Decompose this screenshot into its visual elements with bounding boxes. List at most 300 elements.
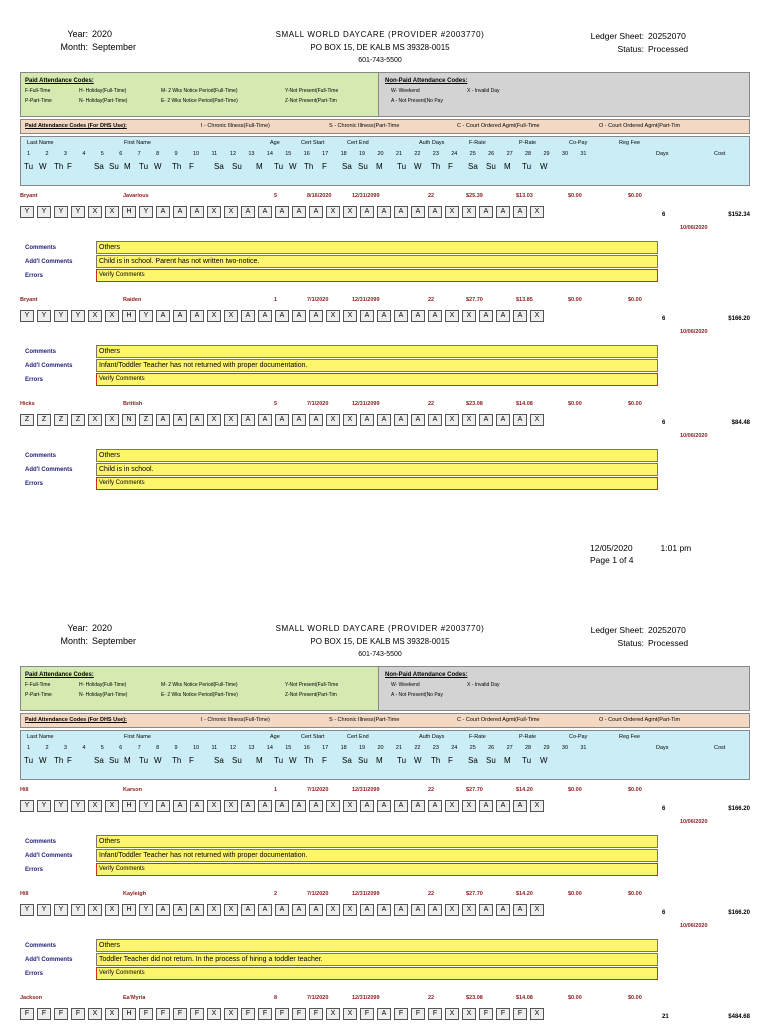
comments-field[interactable]: Others (96, 835, 658, 848)
attendance-cell[interactable]: A (479, 310, 493, 322)
attendance-cell[interactable]: A (377, 414, 391, 426)
attendance-cell[interactable]: X (105, 310, 119, 322)
addl-comments-label: Add'l Comments (25, 853, 73, 859)
attendance-cell[interactable]: F (275, 1008, 289, 1020)
attendance-cell[interactable]: X (88, 904, 102, 916)
day-number: 1 (27, 151, 31, 157)
attendance-cell[interactable]: H (122, 310, 136, 322)
attendance-cell[interactable]: F (241, 1008, 255, 1020)
addl-comments-row (20, 953, 660, 967)
addl-comments-field[interactable]: Child is in school. (96, 463, 658, 476)
attendance-cell[interactable]: X (207, 414, 221, 426)
attendance-cell[interactable]: Y (54, 310, 68, 322)
attendance-cell[interactable]: X (224, 310, 238, 322)
attendance-cell[interactable]: A (275, 206, 289, 218)
attendance-cell[interactable]: F (496, 1008, 510, 1020)
attendance-cell[interactable]: A (513, 414, 527, 426)
attendance-cell[interactable]: F (20, 1008, 34, 1020)
attendance-cell[interactable]: F (513, 1008, 527, 1020)
comments-field[interactable]: Others (96, 939, 658, 952)
attendance-cell[interactable]: X (530, 904, 544, 916)
attendance-cell[interactable]: H (122, 904, 136, 916)
attendance-cell[interactable]: A (173, 904, 187, 916)
attendance-cell[interactable]: X (445, 310, 459, 322)
attendance-cell[interactable]: Y (139, 310, 153, 322)
attendance-cell[interactable]: Z (54, 414, 68, 426)
attendance-cell[interactable]: X (462, 206, 476, 218)
code-desc: X - Invalid Day (467, 88, 500, 94)
comments-label: Comments (25, 349, 57, 355)
paid-codes (21, 667, 379, 710)
attendance-cell[interactable]: X (88, 1008, 102, 1020)
attendance-cell[interactable]: X (105, 800, 119, 812)
column-header: Cert End (347, 734, 369, 740)
attendance-cell[interactable]: F (394, 1008, 408, 1020)
attendance-cell[interactable]: Z (20, 414, 34, 426)
weekday: M (376, 756, 383, 765)
attendance-cell[interactable]: A (292, 414, 306, 426)
attendance-cell[interactable]: A (513, 310, 527, 322)
attendance-cell[interactable]: A (275, 800, 289, 812)
day-number: 18 (340, 151, 347, 157)
attendance-cell[interactable]: X (88, 414, 102, 426)
attendance-cell[interactable]: A (496, 206, 510, 218)
attendance-cell[interactable]: A (360, 414, 374, 426)
attendance-cell[interactable]: Y (20, 800, 34, 812)
attendance-cell[interactable]: F (190, 1008, 204, 1020)
attendance-cell[interactable]: A (241, 414, 255, 426)
attendance-cell[interactable]: A (360, 206, 374, 218)
co-pay: $0.00 (568, 401, 582, 407)
attendance-cell[interactable]: X (105, 206, 119, 218)
attendance-cell[interactable]: X (326, 1008, 340, 1020)
attendance-cell[interactable]: A (258, 206, 272, 218)
weekday: Tu (24, 162, 34, 171)
attendance-cell[interactable]: A (479, 206, 493, 218)
weekday: M (256, 162, 263, 171)
attendance-cell[interactable]: X (462, 800, 476, 812)
attendance-cell[interactable]: F (360, 1008, 374, 1020)
first-name: Javarious (123, 193, 149, 199)
total-cost: $84.48 (731, 420, 750, 426)
weekday: Th (304, 756, 314, 765)
attendance-cell[interactable]: A (411, 904, 425, 916)
attendance-cell[interactable]: H (122, 1008, 136, 1020)
nonpaid-codes-title: Non-Paid Attendance Codes: (385, 672, 468, 678)
attendance-cell[interactable]: A (190, 414, 204, 426)
attendance-cell[interactable]: A (258, 310, 272, 322)
attendance-cell[interactable]: A (309, 310, 323, 322)
attendance-cell[interactable]: A (258, 904, 272, 916)
attendance-cell[interactable]: A (292, 310, 306, 322)
weekday: Su (486, 162, 496, 171)
attendance-cell[interactable]: A (360, 310, 374, 322)
attendance-cell[interactable]: Y (37, 800, 51, 812)
ledger-value: 20252070 (648, 625, 686, 635)
day-number: 25 (469, 745, 476, 751)
provider-info (230, 28, 530, 67)
attendance-cell[interactable]: X (343, 414, 357, 426)
attendance-cell[interactable]: F (428, 1008, 442, 1020)
attendance-cell[interactable]: X (207, 310, 221, 322)
attendance-cell[interactable]: Y (54, 904, 68, 916)
weekday: Tu (397, 756, 407, 765)
attendance-cell[interactable]: F (71, 1008, 85, 1020)
attendance-cell[interactable]: A (496, 310, 510, 322)
attendance-cell[interactable]: A (394, 904, 408, 916)
attendance-cell[interactable]: Y (139, 206, 153, 218)
attendance-cell[interactable]: H (122, 800, 136, 812)
attendance-cell[interactable]: X (326, 904, 340, 916)
attendance-cell[interactable]: A (275, 414, 289, 426)
co-pay: $0.00 (568, 297, 582, 303)
cert-start: 7/1/2020 (307, 297, 329, 303)
day-number: 24 (451, 745, 458, 751)
weekday: W (39, 162, 47, 171)
attendance-cell[interactable]: A (275, 310, 289, 322)
attendance-cell[interactable]: A (309, 206, 323, 218)
attendance-cell[interactable]: A (156, 800, 170, 812)
attendance-cell[interactable]: H (122, 206, 136, 218)
auth-days: 22 (428, 193, 435, 199)
errors-field[interactable]: Verify Comments (96, 863, 658, 876)
weekday: M (124, 162, 131, 171)
column-header: F-Rate (469, 140, 486, 146)
attendance-cell[interactable]: A (309, 414, 323, 426)
attendance-cell[interactable]: A (394, 206, 408, 218)
attendance-cell[interactable]: X (326, 310, 340, 322)
column-header: First Name (124, 734, 151, 740)
attendance-cell[interactable]: A (241, 310, 255, 322)
comments-row (20, 835, 660, 849)
attendance-cell[interactable]: A (241, 800, 255, 812)
comments-row (20, 939, 660, 953)
attendance-cell[interactable]: X (326, 206, 340, 218)
attendance-cell[interactable]: N (122, 414, 136, 426)
days-column-header: Days (656, 151, 669, 157)
attendance-cell[interactable]: X (530, 206, 544, 218)
attendance-cell[interactable]: X (224, 1008, 238, 1020)
attendance-cell[interactable]: X (105, 414, 119, 426)
code-desc: O - Court Ordered Agmt(Part-Tim (599, 717, 681, 723)
attendance-cell[interactable]: A (173, 310, 187, 322)
comments-field[interactable]: Others (96, 449, 658, 462)
column-header: First Name (124, 140, 151, 146)
attendance-cell[interactable]: Y (37, 206, 51, 218)
attendance-cell[interactable]: Y (71, 206, 85, 218)
attendance-cell[interactable]: Y (139, 904, 153, 916)
attendance-cell[interactable]: A (258, 414, 272, 426)
attendance-cell[interactable]: X (326, 800, 340, 812)
attendance-cell[interactable]: A (360, 800, 374, 812)
weekday: Su (358, 162, 368, 171)
day-number-row (24, 151, 746, 162)
day-number: 13 (248, 151, 255, 157)
day-number: 26 (488, 151, 495, 157)
total-days: 6 (662, 316, 666, 322)
addl-comments-row (20, 463, 660, 477)
code-desc: H- Holiday(Full-Time) (79, 682, 127, 688)
attendance-cell[interactable]: X (462, 1008, 476, 1020)
attendance-cell[interactable]: X (326, 414, 340, 426)
addl-comments-field[interactable]: Infant/Toddler Teacher has not returned with proper documentation. (96, 849, 658, 862)
attendance-cell[interactable]: A (190, 800, 204, 812)
errors-field[interactable]: Verify Comments (96, 477, 658, 490)
attendance-cell[interactable]: Y (71, 904, 85, 916)
attendance-cell[interactable]: X (530, 1008, 544, 1020)
day-number: 14 (266, 151, 273, 157)
attendance-cell[interactable]: F (258, 1008, 272, 1020)
header-field-row (24, 140, 746, 151)
cost-column-header: Cost (714, 745, 726, 751)
ledger-info (580, 30, 688, 56)
day-number: 5 (100, 151, 104, 157)
weekday: Th (172, 162, 182, 171)
attendance-cell[interactable]: Z (71, 414, 85, 426)
weekday: Su (486, 756, 496, 765)
attendance-cell[interactable]: X (207, 904, 221, 916)
addl-comments-label: Add'l Comments (25, 467, 73, 473)
code-desc: Z-Not Present(Part-Tim (285, 692, 337, 698)
errors-field[interactable]: Verify Comments (96, 373, 658, 386)
attendance-cell[interactable]: F (479, 1008, 493, 1020)
provider-info (230, 622, 530, 661)
attendance-cell[interactable]: A (428, 904, 442, 916)
attendance-cell[interactable]: A (156, 414, 170, 426)
attendance-cell[interactable]: X (530, 414, 544, 426)
column-headers (20, 136, 750, 186)
attendance-cell[interactable]: A (411, 206, 425, 218)
attendance-cell[interactable]: X (343, 1008, 357, 1020)
attendance-cell[interactable]: Z (139, 414, 153, 426)
attendance-cell[interactable]: X (224, 800, 238, 812)
code-desc: C - Court Ordered Agmt(Full-Time (457, 717, 540, 723)
total-days: 6 (662, 212, 666, 218)
age: 1 (274, 787, 278, 793)
attendance-cell[interactable]: F (411, 1008, 425, 1020)
attendance-cell[interactable]: A (394, 414, 408, 426)
attendance-cell[interactable]: A (394, 800, 408, 812)
attendance-cell[interactable]: X (462, 414, 476, 426)
cert-end: 12/31/2099 (352, 787, 380, 793)
attendance-cell[interactable]: X (207, 800, 221, 812)
weekday: W (414, 162, 422, 171)
co-pay: $0.00 (568, 891, 582, 897)
day-number: 4 (82, 151, 86, 157)
attendance-cell[interactable]: A (377, 1008, 391, 1020)
attendance-cell[interactable]: A (428, 414, 442, 426)
attendance-cell[interactable]: X (105, 904, 119, 916)
day-number: 2 (45, 151, 49, 157)
column-header: Reg Fee (619, 734, 641, 740)
attendance-cell[interactable]: X (88, 800, 102, 812)
attendance-cell[interactable]: A (496, 800, 510, 812)
attendance-cell[interactable]: A (496, 904, 510, 916)
attendance-cell[interactable]: A (428, 800, 442, 812)
attendance-cell[interactable]: Y (54, 800, 68, 812)
day-number: 11 (211, 745, 218, 751)
attendance-cell[interactable]: F (309, 1008, 323, 1020)
attendance-cell[interactable]: X (445, 904, 459, 916)
attendance-cell[interactable]: A (292, 206, 306, 218)
errors-field[interactable]: Verify Comments (96, 269, 658, 282)
attendance-cell[interactable]: X (462, 904, 476, 916)
attendance-cell[interactable]: A (428, 206, 442, 218)
attendance-cell[interactable]: Y (37, 904, 51, 916)
addl-comments-label: Add'l Comments (25, 363, 73, 369)
weekday: F (189, 756, 194, 765)
attendance-cell[interactable]: X (224, 206, 238, 218)
attendance-cell[interactable]: A (377, 800, 391, 812)
ledger-info (580, 624, 688, 650)
provider-address: PO BOX 15, DE KALB MS 39328-0015 (310, 43, 450, 52)
attendance-cell[interactable]: A (156, 310, 170, 322)
attendance-cell[interactable]: Y (20, 206, 34, 218)
attendance-cell[interactable]: A (173, 206, 187, 218)
attendance-cell[interactable]: A (173, 800, 187, 812)
day-number: 12 (229, 151, 237, 157)
attendance-cell[interactable]: X (445, 206, 459, 218)
column-header: Auth Days (419, 734, 445, 740)
attendance-cell[interactable]: F (139, 1008, 153, 1020)
attendance-cell[interactable]: A (173, 414, 187, 426)
total-cost: $166.20 (728, 910, 750, 916)
weekday: W (414, 756, 422, 765)
attendance-cell[interactable]: Y (54, 206, 68, 218)
attendance-cell[interactable]: A (411, 800, 425, 812)
weekday: F (448, 162, 453, 171)
attendance-cell[interactable]: A (428, 310, 442, 322)
child-info-row (20, 891, 640, 901)
attendance-cell[interactable]: X (88, 310, 102, 322)
attendance-cell[interactable]: A (394, 310, 408, 322)
nonpaid-codes-title: Non-Paid Attendance Codes: (385, 78, 468, 84)
attendance-cell[interactable]: X (445, 414, 459, 426)
comments-field[interactable]: Others (96, 345, 658, 358)
attendance-cell[interactable]: A (309, 904, 323, 916)
day-number: 27 (506, 151, 513, 157)
errors-label: Errors (25, 273, 44, 279)
attendance-cell[interactable]: A (275, 904, 289, 916)
attendance-cell[interactable]: A (156, 206, 170, 218)
day-number: 9 (174, 745, 178, 751)
attendance-cell[interactable]: A (156, 904, 170, 916)
column-header: P-Rate (519, 734, 537, 740)
cost-column-header: Cost (714, 151, 726, 157)
cert-start: 7/1/2020 (307, 891, 329, 897)
attendance-cell[interactable]: X (207, 1008, 221, 1020)
attendance-cell[interactable]: X (343, 206, 357, 218)
errors-row (20, 373, 660, 387)
attendance-cell[interactable]: A (513, 206, 527, 218)
total-days: 6 (662, 420, 666, 426)
attendance-cell[interactable]: A (479, 414, 493, 426)
attendance-cell[interactable]: Y (37, 310, 51, 322)
attendance-cell[interactable]: X (207, 206, 221, 218)
errors-row (20, 967, 660, 981)
attendance-cell[interactable]: A (309, 800, 323, 812)
attendance-cell[interactable]: A (292, 904, 306, 916)
comments-field[interactable]: Others (96, 241, 658, 254)
weekday: Tu (274, 756, 284, 765)
nonpaid-codes (379, 73, 749, 116)
attendance-cell[interactable]: A (190, 206, 204, 218)
attendance-cell[interactable]: X (462, 310, 476, 322)
attendance-cell[interactable]: X (343, 800, 357, 812)
weekday: W (39, 756, 47, 765)
errors-field[interactable]: Verify Comments (96, 967, 658, 980)
attendance-cell[interactable]: A (360, 904, 374, 916)
attendance-cell[interactable]: X (224, 414, 238, 426)
attendance-cell[interactable]: A (292, 800, 306, 812)
total-cost: $166.20 (728, 316, 750, 322)
day-number: 24 (451, 151, 458, 157)
attendance-cell[interactable]: F (292, 1008, 306, 1020)
attendance-cell[interactable]: F (54, 1008, 68, 1020)
processed-date: 10/06/2020 (680, 819, 708, 825)
attendance-cell[interactable]: A (513, 904, 527, 916)
attendance-cell[interactable]: Y (20, 904, 34, 916)
cert-end: 12/31/2099 (352, 995, 380, 1001)
attendance-cell[interactable]: A (258, 800, 272, 812)
attendance-cell[interactable]: X (445, 800, 459, 812)
addl-comments-field[interactable]: Infant/Toddler Teacher has not returned with proper documentation. (96, 359, 658, 372)
attendance-cell[interactable]: Y (71, 800, 85, 812)
attendance-cell[interactable]: A (513, 800, 527, 812)
attendance-cell[interactable]: A (479, 800, 493, 812)
attendance-cell[interactable]: A (377, 904, 391, 916)
attendance-cell[interactable]: X (445, 1008, 459, 1020)
attendance-cell[interactable]: X (530, 310, 544, 322)
attendance-cell[interactable]: F (173, 1008, 187, 1020)
addl-comments-field[interactable]: Toddler Teacher did not return. In the process of hiring a toddler teacher. (96, 953, 658, 966)
addl-comments-field[interactable]: Child is in school. Parent has not written two-notice. (96, 255, 658, 268)
attendance-cell[interactable]: X (105, 1008, 119, 1020)
month-label: Month: (60, 42, 88, 52)
attendance-cell[interactable]: X (224, 904, 238, 916)
attendance-cell[interactable]: A (496, 414, 510, 426)
attendance-cell[interactable]: X (343, 904, 357, 916)
reg-fee: $0.00 (628, 787, 642, 793)
attendance-cell[interactable]: A (190, 904, 204, 916)
weekday: Su (232, 756, 242, 765)
attendance-cell[interactable]: F (156, 1008, 170, 1020)
attendance-cell[interactable]: Y (20, 310, 34, 322)
attendance-cell[interactable]: A (241, 206, 255, 218)
total-cost: $152.34 (728, 212, 750, 218)
dhs-codes (20, 119, 750, 134)
attendance-cell[interactable]: A (241, 904, 255, 916)
attendance-cell[interactable]: A (411, 414, 425, 426)
attendance-cell[interactable]: A (377, 206, 391, 218)
processed-date: 10/06/2020 (680, 923, 708, 929)
attendance-cell[interactable]: A (190, 310, 204, 322)
attendance-cell[interactable]: X (343, 310, 357, 322)
attendance-cell[interactable]: Z (37, 414, 51, 426)
attendance-cell[interactable]: F (37, 1008, 51, 1020)
attendance-grid (20, 414, 544, 426)
attendance-cell[interactable]: Y (71, 310, 85, 322)
first-name: Ea'Myria (123, 995, 146, 1001)
attendance-cell[interactable]: X (88, 206, 102, 218)
attendance-cell[interactable]: A (411, 310, 425, 322)
column-header: Last Name (27, 734, 54, 740)
attendance-cell[interactable]: X (530, 800, 544, 812)
weekday: Tu (24, 756, 34, 765)
attendance-cell[interactable]: A (377, 310, 391, 322)
attendance-cell[interactable]: Y (139, 800, 153, 812)
attendance-cell[interactable]: A (479, 904, 493, 916)
